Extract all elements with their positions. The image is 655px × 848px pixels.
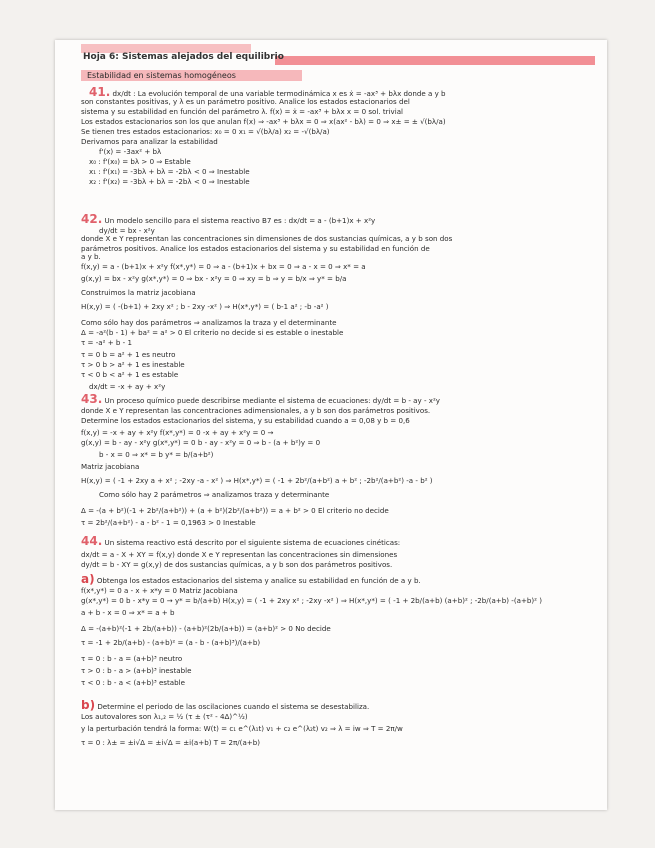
text-line: Como sólo hay 2 parámetros ⇒ analizamos traza y determinante — [99, 490, 330, 499]
text-line: f(x*,y*) = 0 a - x + x*y = 0 Matriz Jacobiana — [81, 586, 238, 595]
text-line: 44. Un sistema reactivo está descrito por el siguiente sistema de ecuaciones cinéticas: — [81, 536, 401, 548]
text-line: τ > 0 : b - a > (a+b)³ inestable — [81, 666, 192, 675]
text-line: y la perturbación tendrá la forma: W(t) = c₁ e^(λ₁t) v₁ + c₂ e^(λ₂t) v₂ ⇒ λ = iw ⇒ T = 2π/w — [81, 724, 403, 733]
text-line: τ < 0 : b - a < (a+b)³ estable — [81, 678, 185, 687]
text-line: a) Obtenga los estados estacionarios del sistema y analice su estabilidad en función de a y b. — [81, 574, 421, 586]
text-line: sistema y su estabilidad en función del parámetro λ. f(x) = ẋ = -ax³ + bλx x = 0 sol. trivial — [81, 107, 404, 116]
text-line: x₀ : f'(x₀) = bλ > 0 ⇒ Estable — [89, 157, 191, 166]
text-line: dy/dt = bx - x²y — [99, 226, 155, 235]
text-line: x₁ : f'(x₁) = -3bλ + bλ = -2bλ < 0 ⇒ Inestable — [89, 167, 250, 176]
text-line: τ = 2b²/(a+b²) - a - b² - 1 = 0,1963 > 0 Inestable — [81, 518, 256, 527]
text-line: τ = 0 : b - a = (a+b)³ neutro — [81, 654, 183, 663]
text-line: Matriz jacobiana — [81, 462, 140, 471]
text-line: f'(x) = -3ax² + bλ — [99, 147, 162, 156]
text-line: Determine los estados estacionarios del sistema, y su estabilidad cuando a = 0,08 y b = 0,6 — [81, 416, 410, 425]
text-line: Se tienen tres estados estacionarios: x₀ = 0 x₁ = √(bλ/a) x₂ = -√(bλ/a) — [81, 127, 330, 136]
text-line: Derivamos para analizar la estabilidad — [81, 137, 218, 146]
notebook-page — [55, 40, 607, 810]
text-line: 43. Un proceso químico puede describirse mediante el sistema de ecuaciones: dy/dt = b - ay - x²y — [81, 394, 441, 406]
text-line: Δ = -(a+b)²(-1 + 2b/(a+b)) - (a+b)²(2b/(a+b)) = (a+b)² > 0 No decide — [81, 624, 331, 633]
text-line: τ < 0 b < a² + 1 es estable — [81, 370, 179, 379]
text-line: f(x,y) = -x + ay + x²y f(x*,y*) = 0 -x + ay + x²y = 0 → — [81, 428, 274, 437]
text-line: x₂ : f'(x₂) = -3bλ + bλ = -2bλ < 0 ⇒ Inestable — [89, 177, 250, 186]
text-line: a + b - x = 0 ⇒ x* = a + b — [81, 608, 175, 617]
section-subtitle: Estabilidad en sistemas homogéneos — [81, 70, 302, 81]
text-line: Construimos la matriz jacobiana — [81, 288, 196, 297]
text-line: donde X e Y representan las concentraciones adimensionales, a y b son dos parámetros positivos. — [81, 406, 431, 415]
text-line: g(x,y) = b - ay - x²y g(x*,y*) = 0 b - ay - x²y = 0 ⇒ b - (a + b²)y = 0 — [81, 438, 321, 447]
text-line: a y b. — [81, 252, 101, 261]
text-line: τ = 0 b = a² + 1 es neutro — [81, 350, 176, 359]
text-line: 42. Un modelo sencillo para el sistema reactivo B7 es : dx/dt = a - (b+1)x + x²y — [81, 214, 376, 226]
text-line: Como sólo hay dos parámetros ⇒ analizamos la traza y el determinante — [81, 318, 337, 327]
text-line: τ = -1 + 2b/(a+b) - (a+b)² = (a - b - (a+b)³)/(a+b) — [81, 638, 261, 647]
text-line: τ = 0 : λ± = ±i√Δ = ±i√Δ = ±i(a+b) T = 2π/(a+b) — [81, 738, 261, 747]
text-line: Los autovalores son λ₁,₂ = ½ (τ ± (τ² - 4Δ)^½) — [81, 712, 248, 721]
text-line: τ = -a² + b - 1 — [81, 338, 133, 347]
text-line: b - x = 0 ⇒ x* = b y* = b/(a+b²) — [99, 450, 214, 459]
text-line: τ > 0 b > a² + 1 es inestable — [81, 360, 185, 369]
text-line: g(x*,y*) = 0 b - x*y = 0 → y* = b/(a+b) H(x,y) = ( -1 + 2xy x² ; -2xy -x² ) ⇒ H(x*,y*) = ( -1 + 2b/(a+b) (a+b)² ; -2b/(a+b) -(a+b)² ) — [81, 596, 543, 605]
text-line: H(x,y) = ( -(b+1) + 2xy x² ; b - 2xy -x² ) ⇒ H(x*,y*) = ( b-1 a² ; -b -a² ) — [81, 302, 329, 311]
text-line: f(x,y) = a - (b+1)x + x²y f(x*,y*) = 0 ⇒ a - (b+1)x + bx = 0 ⇒ a - x = 0 ⇒ x* = a — [81, 262, 366, 271]
text-line: g(x,y) = bx - x²y g(x*,y*) = 0 ⇒ bx - x²y = 0 ⇒ xy = b ⇒ y = b/x ⇒ y* = b/a — [81, 274, 347, 283]
text-line: dy/dt = b - XY = g(x,y) de dos sustancias químicas, a y b son dos parámetros positivos. — [81, 560, 393, 569]
text-line: Δ = -(a + b²)(-1 + 2b²/(a+b²)) + (a + b²)(2b²/(a+b²)) = a + b² > 0 El criterio no decide — [81, 506, 389, 515]
text-line: b) Determine el periodo de las oscilaciones cuando el sistema se desestabiliza. — [81, 700, 370, 712]
text-line: Δ = -a²(b - 1) + ba² = a² > 0 El criterio no decide si es estable o inestable — [81, 328, 344, 337]
highlight-band — [275, 56, 595, 65]
text-line: dx/dt = a - X + XY = f(x,y) donde X e Y representan las concentraciones sin dimensiones — [81, 550, 398, 559]
text-line: 41. dx/dt : La evolución temporal de una variable termodinámica x es ẋ = -ax³ + bλx donde a y b — [89, 87, 446, 99]
text-line: donde X e Y representan las concentraciones sin dimensiones de dos sustancias químicas, a y b son dos — [81, 234, 453, 243]
text-line: H(x,y) = ( -1 + 2xy a + x² ; -2xy -a - x² ) ⇒ H(x*,y*) = ( -1 + 2b²/(a+b²) a + b² ; -2b²/(a+b²) -a - b² ) — [81, 476, 433, 485]
text-line: parámetros positivos. Analice los estados estacionarios del sistema y su estabilidad en función de — [81, 244, 430, 253]
text-line: dx/dt = -x + ay + x²y — [89, 382, 166, 391]
text-line: son constantes positivas, y λ es un parámetro positivo. Analice los estados estacionarios del — [81, 97, 410, 106]
text-line: Los estados estacionarios son los que anulan f(x) ⇒ -ax³ + bλx = 0 ⇒ x(ax² - bλ) = 0 ⇒ x± = ± √(bλ/a) — [81, 117, 446, 126]
page-title: Hoja 6: Sistemas alejados del equilibrio — [83, 52, 284, 62]
